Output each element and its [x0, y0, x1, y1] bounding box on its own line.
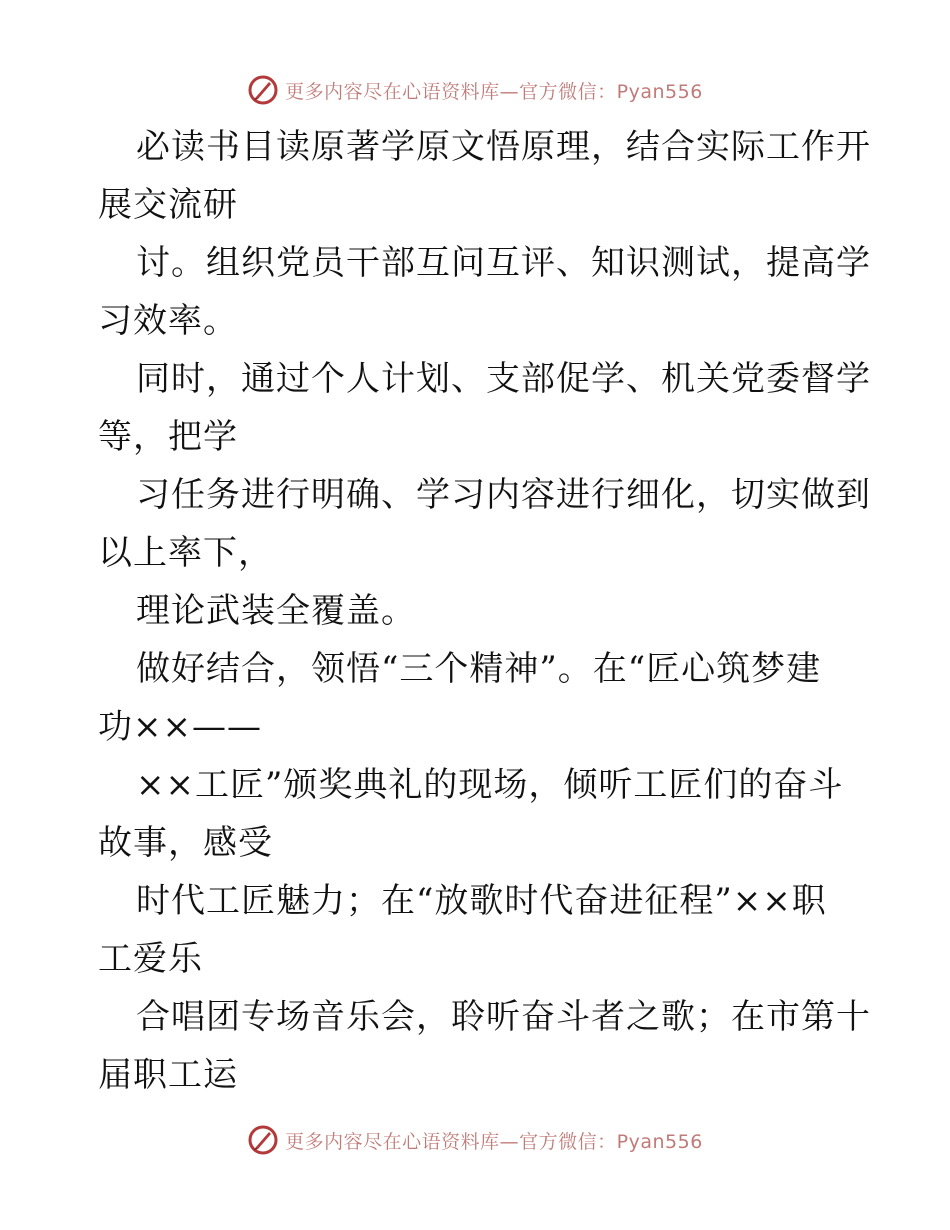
header-banner-text: 更多内容尽在心语资料库—官方微信：Pyan556: [285, 80, 703, 103]
paragraph-line: 习任务进行明确、学习内容进行细化，切实做到: [136, 475, 871, 515]
paragraph-line: ××工匠”颁奖典礼的现场，倾听工匠们的奋斗: [136, 765, 844, 805]
document-body: [98, 118, 871, 1104]
paragraph-line: 以上率下，: [98, 533, 273, 573]
quill-seal-icon: [247, 1124, 279, 1156]
paragraph-line: 等，把学: [98, 417, 238, 457]
paragraph-line: 届职工运: [98, 1055, 238, 1095]
paragraph-line: 展交流研: [98, 185, 238, 225]
paragraph-line: 工爱乐: [98, 939, 203, 979]
footer-banner: [0, 1120, 950, 1160]
paragraph-line: 必读书目读原著学原文悟原理，结合实际工作开: [136, 127, 871, 167]
header-banner: [0, 70, 950, 110]
paragraph-line: 理论武装全覆盖。: [136, 591, 416, 631]
paragraph-line: 讨。组织党员干部互问互评、知识测试，提高学: [136, 243, 871, 283]
paragraph-line: 功××——: [98, 707, 262, 747]
paragraph-line: 时代工匠魅力；在“放歌时代奋进征程”××职: [136, 881, 827, 921]
paragraph-line: 故事，感受: [98, 823, 273, 863]
paragraph-line: 做好结合，领悟“三个精神”。在“匠心筑梦建: [136, 649, 822, 689]
footer-banner-text: 更多内容尽在心语资料库—官方微信：Pyan556: [285, 1130, 703, 1153]
paragraph-line: 同时，通过个人计划、支部促学、机关党委督学: [136, 359, 871, 399]
quill-seal-icon: [247, 74, 279, 106]
paragraph-line: 合唱团专场音乐会，聆听奋斗者之歌；在市第十: [136, 997, 871, 1037]
paragraph-line: 习效率。: [98, 301, 238, 341]
